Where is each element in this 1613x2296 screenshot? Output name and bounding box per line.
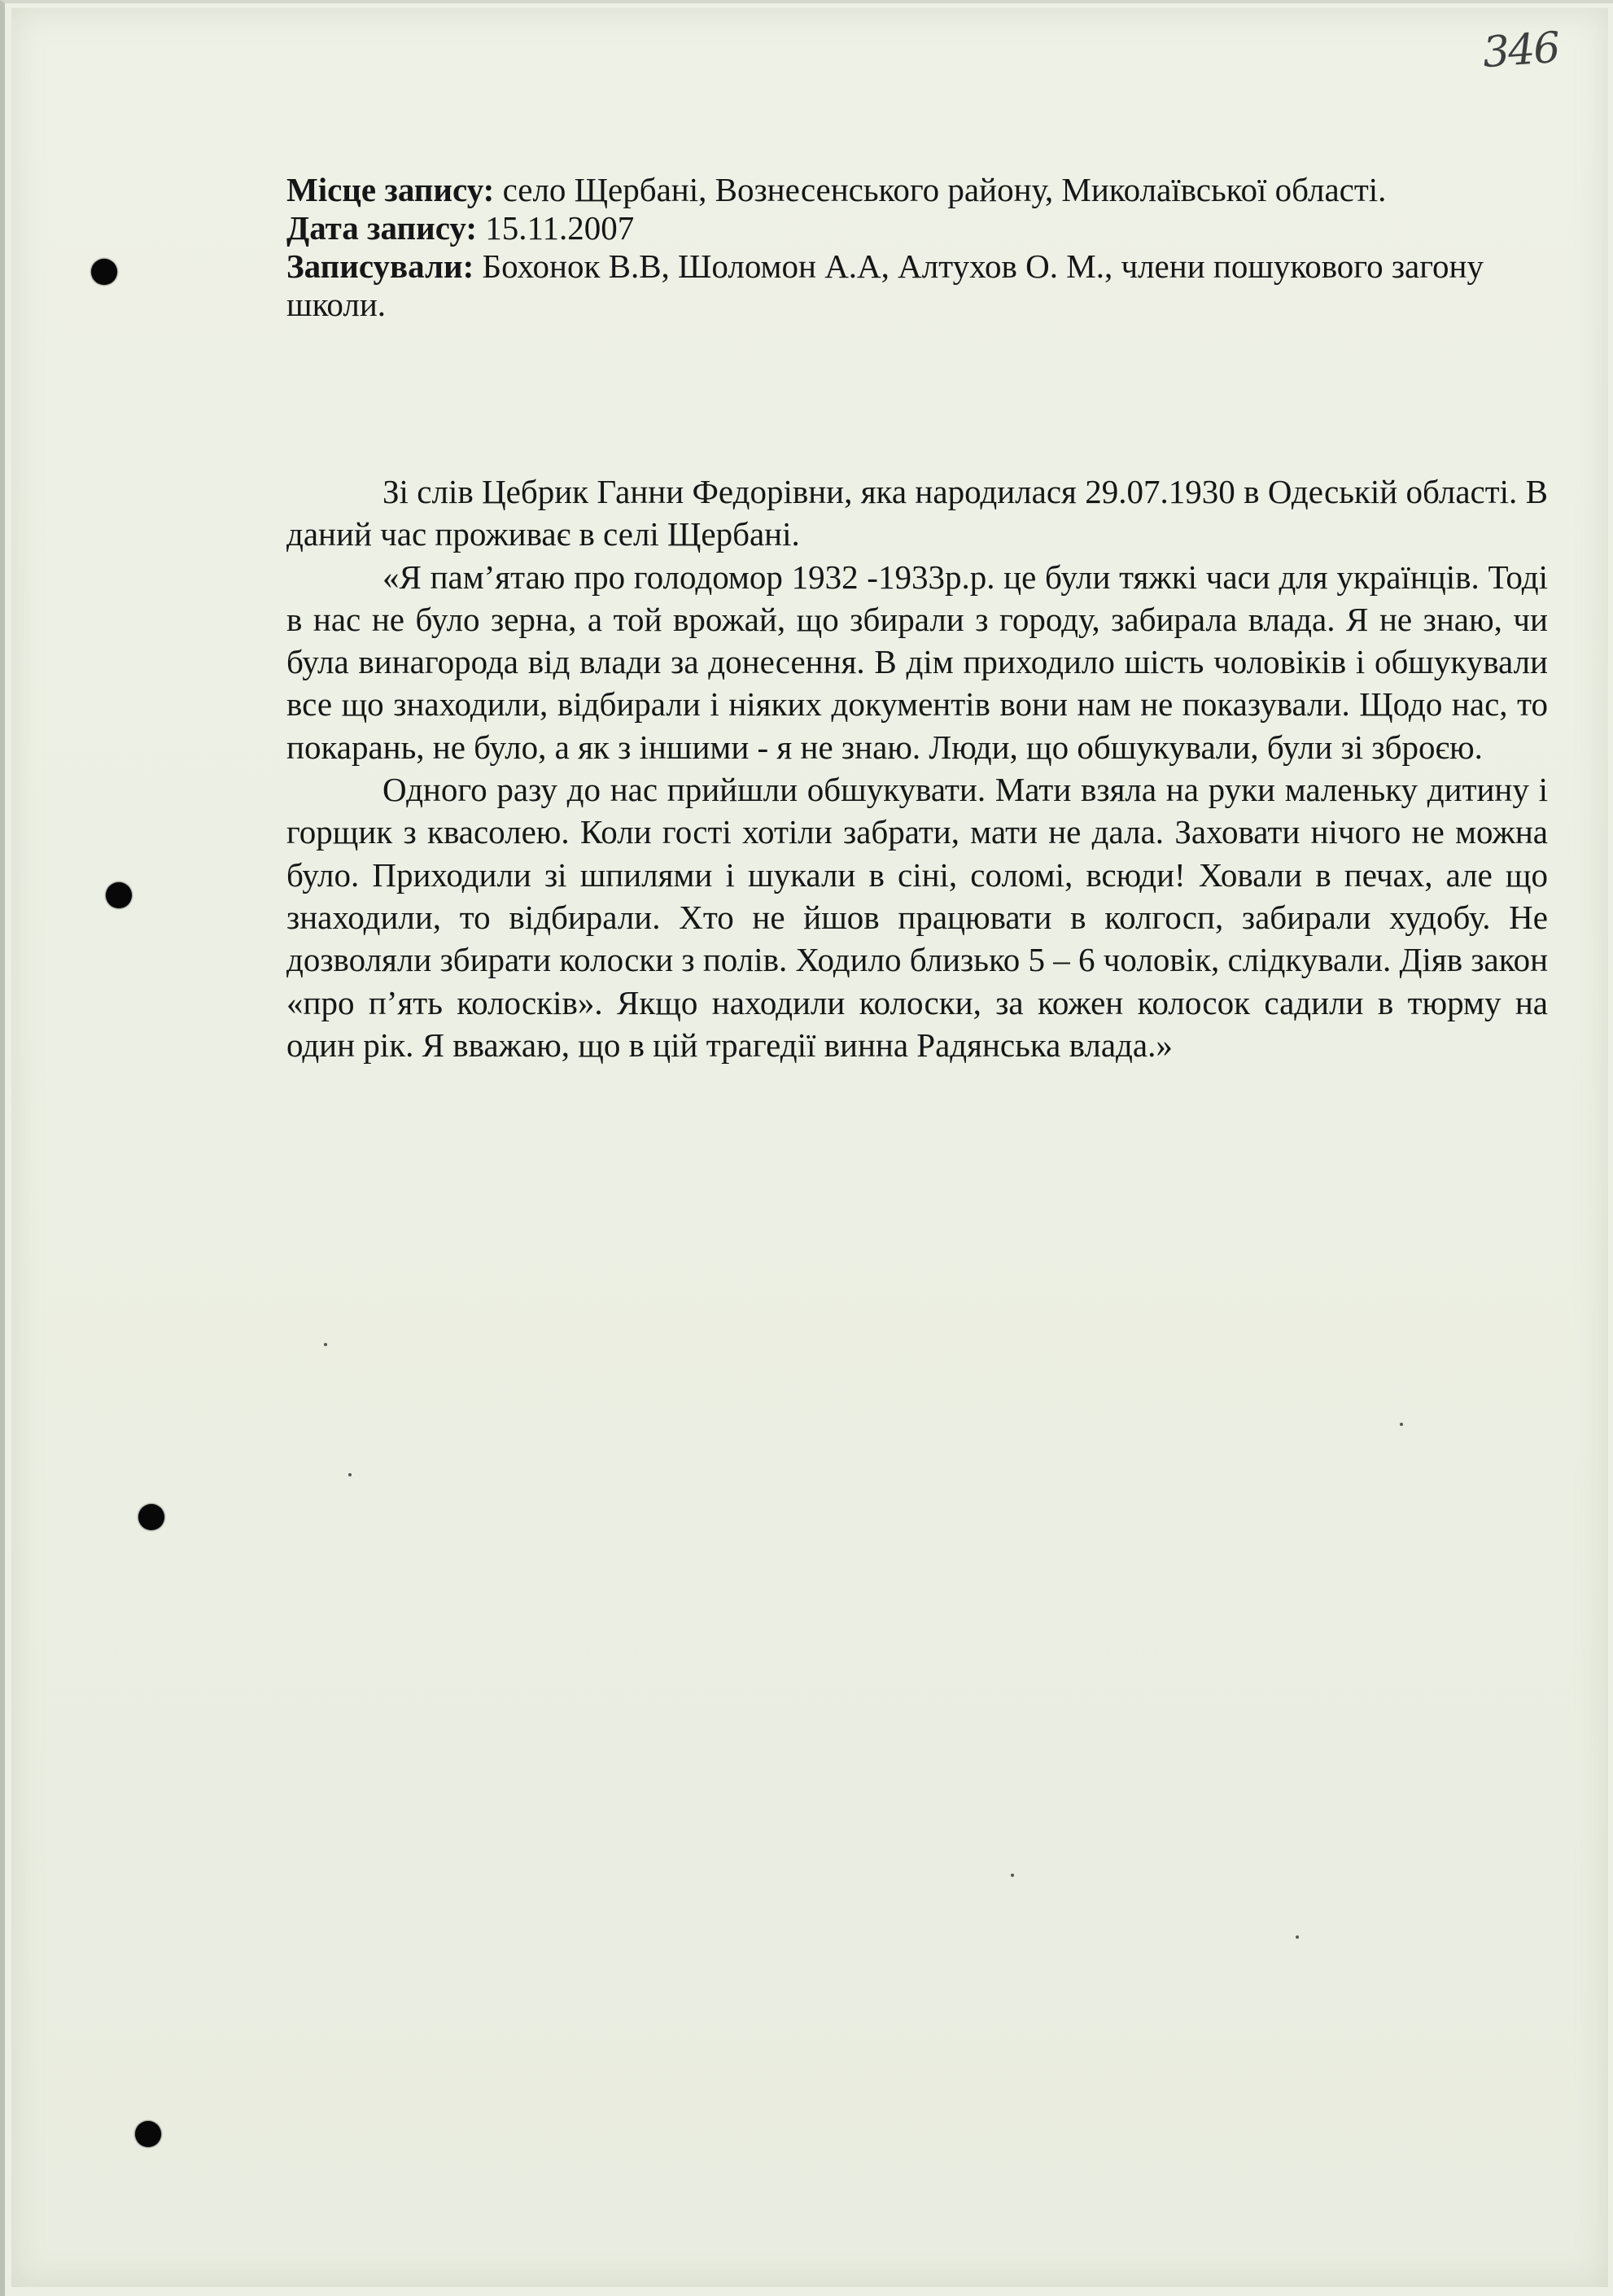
punch-hole [135,2121,161,2147]
record-authors-label: Записували: [286,247,474,285]
punch-hole [106,882,132,908]
paragraph: Одного разу до нас прийшли обшукувати. Мати взяла на руки маленьку дитину і горщик з квасолею. Коли гості хотіли забрати, мати не дала. Заховати нічого не можна було. Приходили зі шпилями і шукали в сіні, соломі, всюди! Ховали в печах, але що знаходили, то відбирали. Хто не йшов працювати в колгосп, забирали худобу. Не дозволяли збирати колоски з полів. Ходило близько 5 – 6 чоловік, слідкували. Діяв закон «про п’ять колосків». Якщо находили колоски, за кожен колосок садили в тюрму на один рік. Я вважаю, що в цій трагедії винна Радянська влада.» [286,771,1549,1064]
paragraph: Зі слів Цебрик Ганни Федорівни, яка народилася 29.07.1930 в Одеській області. В даний час проживає в селі Щербані. [286,473,1548,553]
record-place-value: село Щербані, Вознесенського району, Миколаївської області. [502,171,1387,208]
scan-speck [1296,1935,1299,1939]
scan-speck [1011,1874,1014,1877]
paragraph: «Я пам’ятаю про голодомор 1932 -1933р.р. це були тяжкі часи для українців. Тоді в нас не було зерна, а той врожай, що збирали з городу, забирала влада. Я не знаю, чи була винагорода від влади за донесення. В дім приходило шість чоловіків і обшукували все що знаходили, відбирали і ніяких документів вони нам не показували. Щодо нас, то покарань, не було, а як з іншими - я не знаю. Люди, що обшукували, були зі зброєю. [286,558,1548,766]
page-number: 346 [1481,23,1561,78]
record-place-label: Місце запису: [286,171,495,208]
record-date-label: Дата запису: [286,209,477,247]
paper-sheet [11,8,1608,2287]
record-place-row [286,171,1556,209]
record-date-value: 15.11.2007 [485,209,635,247]
record-authors-value: Бохонок В.В, Шоломон А.А, Алтухов О. М., члени пошукового загону школи. [286,247,1484,323]
testimony-text [286,470,1548,1066]
scan-speck [1400,1423,1403,1426]
record-authors-row [286,247,1556,324]
scan-speck [348,1473,352,1476]
scan-speck [324,1343,327,1346]
punch-hole [138,1504,164,1530]
punch-hole [91,259,117,285]
record-date-row [286,209,1556,247]
record-metadata [286,171,1556,324]
